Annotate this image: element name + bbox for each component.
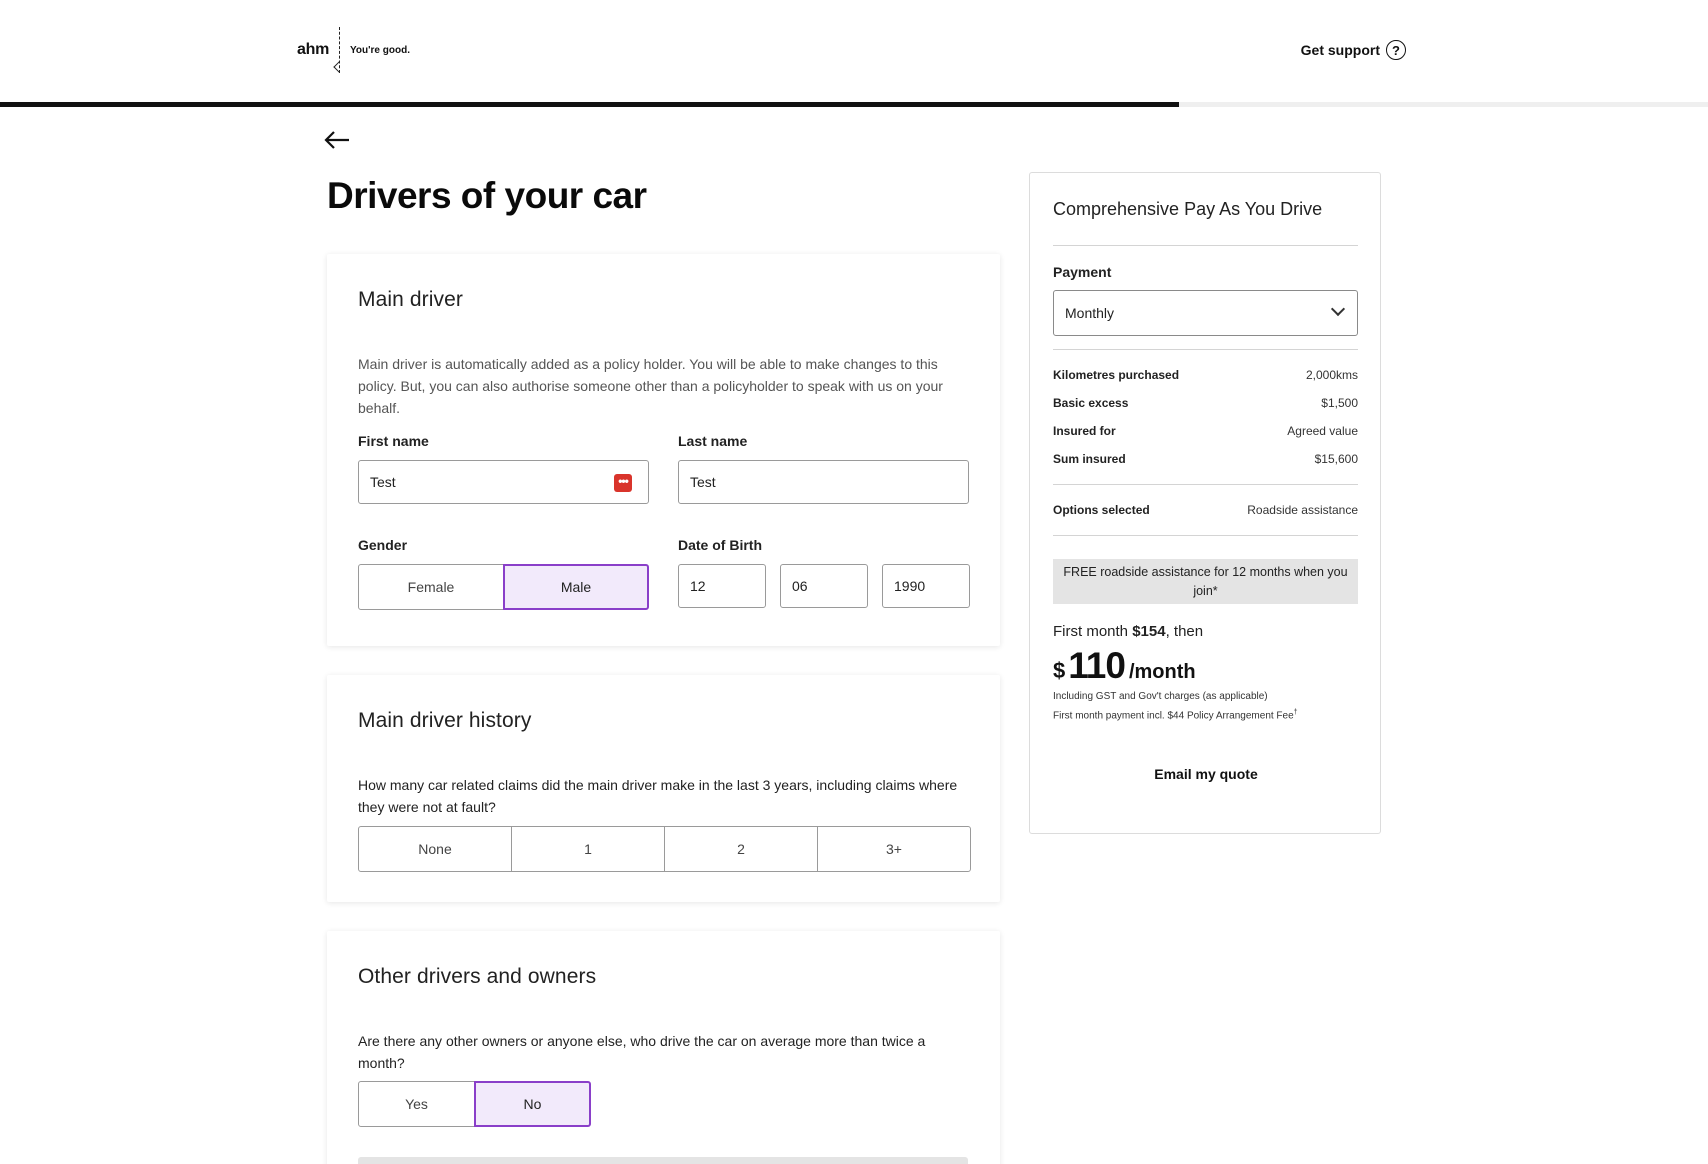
detail-row-insured-for xyxy=(1053,424,1358,438)
claims-3plus-button[interactable]: 3+ xyxy=(817,826,971,872)
detail-key: Sum insured xyxy=(1053,452,1126,466)
dob-month-value: 06 xyxy=(792,578,808,594)
divider xyxy=(1053,484,1358,485)
divider xyxy=(1053,349,1358,350)
claims-question: How many car related claims did the main driver make in the last 3 years, including claims where they were not at fault? xyxy=(358,777,958,815)
detail-row-excess xyxy=(1053,396,1358,410)
site-header xyxy=(0,0,1708,102)
price-fine-print-fee xyxy=(1053,709,1298,721)
other-drivers-no-button[interactable]: No xyxy=(474,1081,591,1127)
divider xyxy=(1053,535,1358,536)
dob-day-value: 12 xyxy=(690,578,706,594)
quote-summary-title: Comprehensive Pay As You Drive xyxy=(1053,199,1323,219)
last-name-input[interactable] xyxy=(678,460,969,504)
first-name-input[interactable] xyxy=(358,460,649,504)
divider xyxy=(1053,245,1358,246)
other-drivers-selector xyxy=(358,1081,591,1127)
other-drivers-card xyxy=(327,931,1000,1164)
first-month-prefix: First month xyxy=(1053,623,1133,640)
detail-value: Roadside assistance xyxy=(1247,503,1358,517)
last-name-value: Test xyxy=(690,474,716,490)
price-fine-print-gst: Including GST and Gov't charges (as applicable) xyxy=(1053,691,1268,702)
gender-label: Gender xyxy=(358,537,408,553)
main-driver-description: Main driver is automatically added as a policy holder. You will be able to make changes to this policy. But, you can also authorise someone other than a policyholder to speak with us on your behalf. xyxy=(358,356,943,416)
main-driver-card xyxy=(327,254,1000,646)
detail-row-kilometres xyxy=(1053,368,1358,382)
get-support-link[interactable] xyxy=(1301,40,1406,60)
page-title: Drivers of your car xyxy=(327,175,647,216)
arrow-left-icon xyxy=(323,126,351,154)
get-support-label: Get support xyxy=(1300,42,1380,58)
logo-tagline: You're good. xyxy=(350,44,410,56)
first-name-label: First name xyxy=(358,433,429,449)
other-drivers-yes-button[interactable]: Yes xyxy=(358,1081,475,1127)
other-drivers-question: Are there any other owners or anyone else, who drive the car on average more than twice a month? xyxy=(358,1033,926,1071)
monthly-price xyxy=(1053,645,1196,687)
chevron-down-icon xyxy=(1331,302,1345,316)
claims-none-button[interactable]: None xyxy=(358,826,512,872)
logo-divider xyxy=(339,27,340,73)
first-month-price xyxy=(1053,623,1203,640)
dob-day-input[interactable] xyxy=(678,564,766,608)
first-name-value: Test xyxy=(370,474,396,490)
main-driver-heading: Main driver xyxy=(358,288,463,311)
logo-mark: ahm xyxy=(297,41,329,58)
price-amount: 110 xyxy=(1068,645,1125,686)
detail-row-sum-insured xyxy=(1053,452,1358,466)
continue-bar xyxy=(358,1157,968,1164)
email-quote-button[interactable]: Email my quote xyxy=(1154,766,1258,782)
help-circle-icon: ? xyxy=(1386,40,1406,60)
payment-label: Payment xyxy=(1053,264,1112,280)
detail-key: Options selected xyxy=(1053,503,1150,517)
claims-selector xyxy=(358,826,971,872)
detail-key: Basic excess xyxy=(1053,396,1129,410)
fee-text: First month payment incl. $44 Policy Arrangement Fee xyxy=(1053,710,1294,722)
driver-history-heading: Main driver history xyxy=(358,709,532,732)
password-manager-icon[interactable]: ••• xyxy=(614,474,632,492)
price-period: /month xyxy=(1128,661,1196,683)
driver-history-card xyxy=(327,675,1000,902)
fee-footnote-mark: † xyxy=(1293,709,1298,716)
payment-frequency-value: Monthly xyxy=(1065,305,1115,321)
last-name-label: Last name xyxy=(678,433,748,449)
first-month-suffix: , then xyxy=(1165,623,1204,640)
back-button[interactable] xyxy=(323,126,351,154)
dob-year-value: 1990 xyxy=(894,578,926,594)
progress-bar xyxy=(0,102,1708,107)
quote-summary-panel xyxy=(1029,172,1381,834)
gender-selector xyxy=(358,564,649,610)
detail-key: Kilometres purchased xyxy=(1053,368,1180,382)
other-drivers-heading: Other drivers and owners xyxy=(358,965,597,988)
detail-row-options xyxy=(1053,503,1358,517)
dob-month-input[interactable] xyxy=(780,564,868,608)
claims-2-button[interactable]: 2 xyxy=(664,826,818,872)
detail-value: $1,500 xyxy=(1321,396,1358,410)
claims-1-button[interactable]: 1 xyxy=(511,826,665,872)
price-currency: $ xyxy=(1053,658,1066,683)
payment-frequency-select[interactable] xyxy=(1053,290,1358,336)
gender-female-button[interactable]: Female xyxy=(358,564,504,610)
progress-fill xyxy=(0,102,1179,107)
dob-label: Date of Birth xyxy=(678,537,762,553)
detail-key: Insured for xyxy=(1053,424,1116,438)
detail-value: 2,000kms xyxy=(1305,368,1358,382)
roadside-promo-banner: FREE roadside assistance for 12 months when you join* xyxy=(1053,559,1358,604)
detail-value: Agreed value xyxy=(1287,424,1358,438)
detail-value: $15,600 xyxy=(1314,452,1358,466)
ahm-logo[interactable] xyxy=(297,26,410,74)
dob-year-input[interactable] xyxy=(882,564,970,608)
first-month-amount: $154 xyxy=(1132,623,1166,640)
gender-male-button[interactable]: Male xyxy=(503,564,649,610)
